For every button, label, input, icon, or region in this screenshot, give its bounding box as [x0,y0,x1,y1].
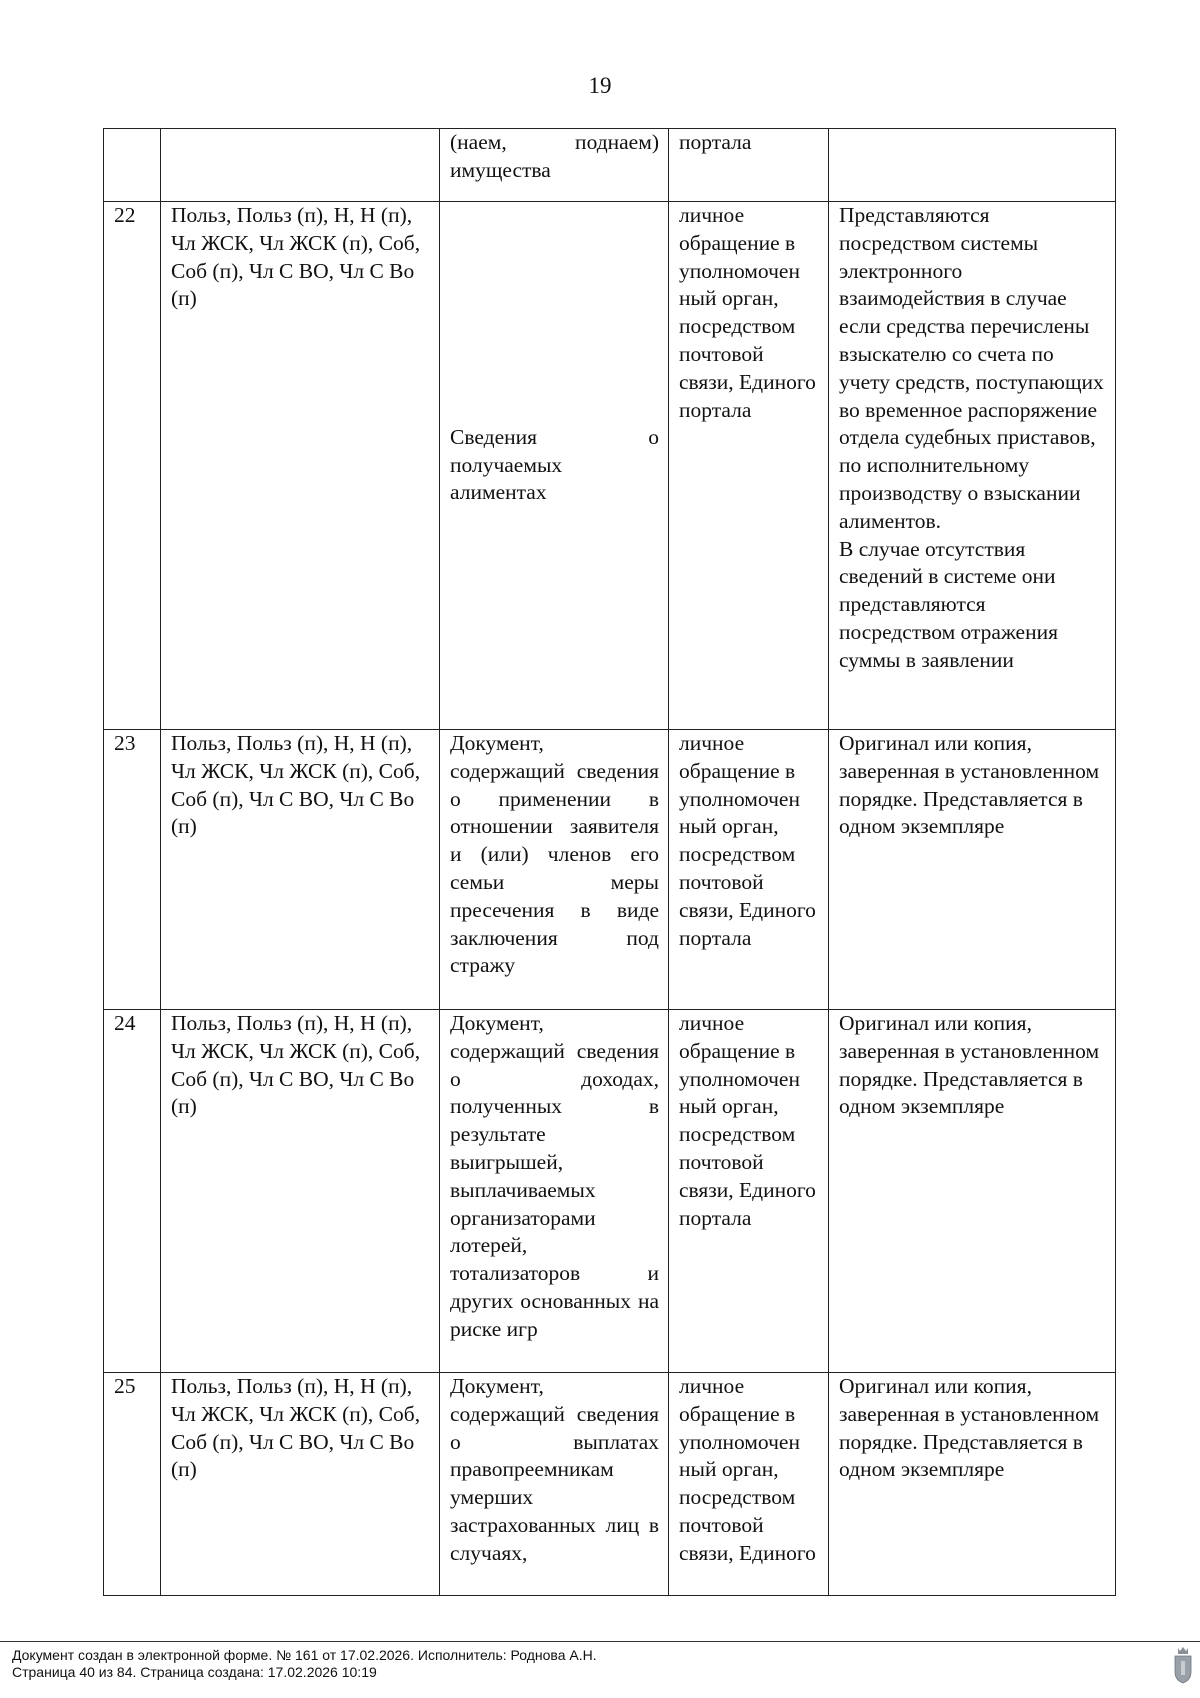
coat-of-arms-icon [1172,1646,1194,1684]
document-name: (наем, поднаем) имущества [440,129,669,202]
table-row [104,1373,1116,1596]
applicant-categories [161,129,440,202]
crown-shape [1178,1647,1188,1654]
submission-note: Оригинал или копия, заверенная в установленном порядке. Представляется в одном экземпляре [829,1373,1116,1596]
applicant-categories: Польз, Польз (п), Н, Н (п), Чл ЖСК, Чл ЖСК (п), Соб, Соб (п), Чл С ВО, Чл С Во (п) [161,202,440,730]
table-row [104,202,1116,730]
table-row [104,129,1116,202]
footer-document-info: Документ создан в электронной форме. № 161 от 17.02.2026. Исполнитель: Роднова А.Н. [12,1647,597,1663]
submission-method: портала [669,129,829,202]
page-number: 19 [588,73,612,98]
document-name: Документ, содержащий сведения о применении в отношении заявителя и (или) членов его семьи меры пресечения в виде заключения под стражу [440,730,669,1010]
document-footer [12,1647,597,1681]
footer-page-info: Страница 40 из 84. Страница создана: 17.02.2026 10:19 [12,1664,377,1680]
submission-note [829,129,1116,202]
submission-method: личное обращение в уполномочен ный орган, посредством почтовой связи, Единого [669,1373,829,1596]
shield-detail [1181,1661,1185,1675]
submission-note: Оригинал или копия, заверенная в установленном порядке. Представляется в одном экземпляре [829,730,1116,1010]
submission-note: Представляются посредством системы электронного взаимодействия в случае если средства перечислены взыскателю со счета по учету средств, поступающих во временное распоряжение отдела судебных приставов, по исполнительному производству о взыскании алиментов. В случае отсутствия сведений в системе они представляются посредством отражения суммы в заявлении [829,202,1116,730]
document-name: Сведения о получаемых алиментах [440,202,669,730]
applicant-categories: Польз, Польз (п), Н, Н (п), Чл ЖСК, Чл ЖСК (п), Соб, Соб (п), Чл С ВО, Чл С Во (п) [161,730,440,1010]
row-number: 24 [104,1010,161,1373]
documents-table [103,128,1116,1596]
submission-method: личное обращение в уполномочен ный орган, посредством почтовой связи, Единого портала [669,1010,829,1373]
submission-method: личное обращение в уполномочен ный орган, посредством почтовой связи, Единого портала [669,202,829,730]
table-row [104,1010,1116,1373]
row-number: 25 [104,1373,161,1596]
applicant-categories: Польз, Польз (п), Н, Н (п), Чл ЖСК, Чл ЖСК (п), Соб, Соб (п), Чл С ВО, Чл С Во (п) [161,1373,440,1596]
row-number: 22 [104,202,161,730]
table-row [104,730,1116,1010]
document-name: Документ, содержащий сведения о доходах, полученных в результате выигрышей, выплачиваемых организаторами лотерей, тотализаторов и других основанных на риске игр [440,1010,669,1373]
row-number [104,129,161,202]
submission-method: личное обращение в уполномочен ный орган, посредством почтовой связи, Единого портала [669,730,829,1010]
submission-note: Оригинал или копия, заверенная в установленном порядке. Представляется в одном экземпляре [829,1010,1116,1373]
row-number: 23 [104,730,161,1010]
applicant-categories: Польз, Польз (п), Н, Н (п), Чл ЖСК, Чл ЖСК (п), Соб, Соб (п), Чл С ВО, Чл С Во (п) [161,1010,440,1373]
footer-divider [0,1641,1200,1642]
document-name: Документ, содержащий сведения о выплатах правопреемникам умерших застрахованных лиц в случаях, [440,1373,669,1596]
